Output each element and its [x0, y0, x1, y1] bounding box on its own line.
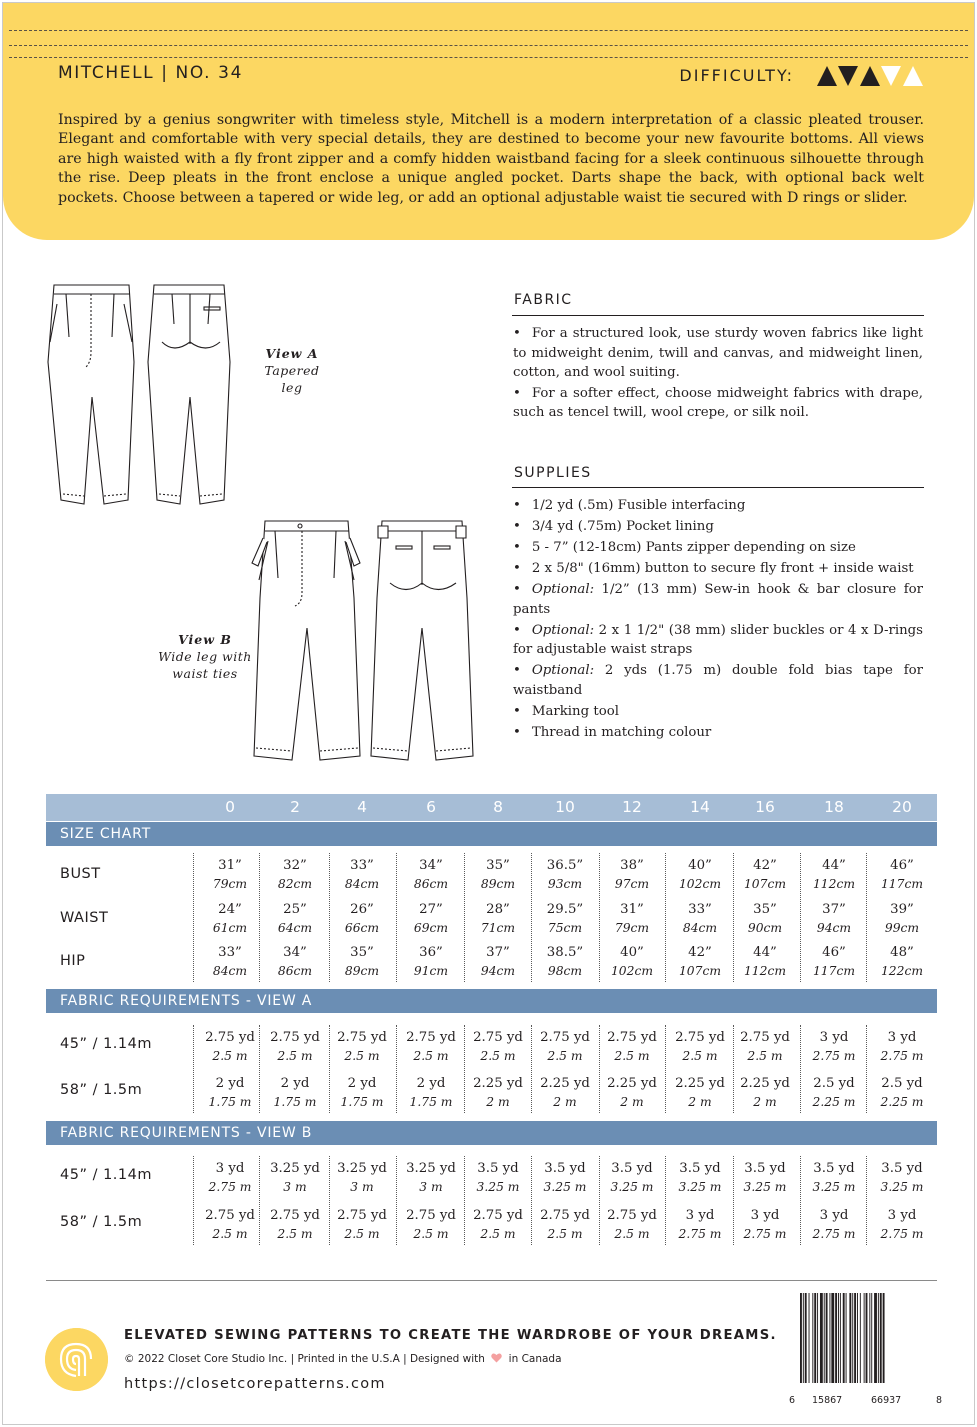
- difficulty-triangle-filled-icon: [860, 66, 880, 86]
- column-separator: [259, 1025, 260, 1113]
- table-cell: 2.75 yd 2.5 m: [675, 1030, 725, 1063]
- table-cell: 24” 61cm: [212, 902, 248, 935]
- column-separator: [800, 853, 801, 982]
- supplies-item: • 5 - 7” (12-18cm) Pants zipper depending on size: [513, 538, 923, 558]
- barcode-bar: [874, 1293, 877, 1383]
- column-separator: [800, 1025, 801, 1113]
- column-separator: [665, 1025, 666, 1113]
- table-cell: 2.75 yd 2.5 m: [406, 1030, 456, 1063]
- table-cell: 2.75 yd 2.5 m: [473, 1208, 523, 1241]
- table-cell: 3 yd 2.75 m: [880, 1208, 924, 1241]
- view-b-title: View B: [178, 632, 232, 647]
- view-b-description-line-1: Wide leg with: [158, 649, 252, 664]
- size-header-cell: 2: [290, 798, 300, 816]
- supplies-item: • 3/4 yd (.75m) Pocket lining: [513, 517, 923, 537]
- table-cell: 2 yd 1.75 m: [340, 1076, 384, 1109]
- barcode-digit: 66937: [871, 1395, 902, 1406]
- table-cell: 36” 91cm: [413, 945, 449, 978]
- table-cell: 2.5 yd 2.25 m: [812, 1076, 856, 1109]
- column-separator: [396, 853, 397, 982]
- column-separator: [665, 1156, 666, 1245]
- barcode-bar: [831, 1293, 834, 1383]
- table-cell: 44” 112cm: [743, 945, 787, 978]
- table-cell: 3.5 yd 3.25 m: [543, 1161, 587, 1194]
- column-separator: [193, 1156, 194, 1245]
- column-separator: [733, 1025, 734, 1113]
- barcode-bar: [857, 1293, 858, 1383]
- column-separator: [665, 853, 666, 982]
- table-cell: 26” 66cm: [344, 902, 380, 935]
- table-cell: 3.25 yd 3 m: [337, 1161, 387, 1194]
- column-separator: [329, 853, 330, 982]
- table-cell: 2.75 yd 2.5 m: [540, 1030, 590, 1063]
- row-label: 45” / 1.14m: [60, 1036, 152, 1052]
- column-separator: [464, 1025, 465, 1113]
- table-cell: 42” 107cm: [743, 858, 787, 891]
- view-b-description-line-2: waist ties: [172, 666, 238, 681]
- table-cell: 38” 97cm: [614, 858, 650, 891]
- table-cell: 42” 107cm: [678, 945, 722, 978]
- barcode-bar: [849, 1293, 851, 1383]
- barcode-bar: [880, 1293, 882, 1383]
- table-cell: 3 yd 2.75 m: [208, 1161, 252, 1194]
- table-cell: 33” 84cm: [212, 945, 248, 978]
- barcode-bar: [869, 1293, 870, 1383]
- barcode-bar: [860, 1293, 861, 1383]
- table-cell: 40” 102cm: [678, 858, 722, 891]
- table-cell: 33” 84cm: [344, 858, 380, 891]
- column-separator: [396, 1025, 397, 1113]
- barcode-digit: 8: [936, 1395, 943, 1406]
- table-cell: 2 yd 1.75 m: [208, 1076, 252, 1109]
- barcode-bar: [814, 1293, 816, 1383]
- barcode-bar: [800, 1293, 802, 1383]
- table-cell: 28” 71cm: [480, 902, 516, 935]
- table-cell: 44” 112cm: [812, 858, 856, 891]
- supplies-item: • Marking tool: [513, 702, 923, 722]
- table-cell: 2.25 yd 2 m: [740, 1076, 790, 1109]
- table-cell: 33” 84cm: [682, 902, 718, 935]
- table-cell: 3.25 yd 3 m: [406, 1161, 456, 1194]
- footer-copyright: © 2022 Closet Core Studio Inc. | Printed in the U.S.A | Designed with in Canada: [124, 1353, 562, 1365]
- column-separator: [599, 853, 600, 982]
- table-cell: 31” 79cm: [614, 902, 650, 935]
- table-cell: 3 yd 2.75 m: [812, 1030, 856, 1063]
- table-cell: 2.75 yd 2.5 m: [205, 1208, 255, 1241]
- table-cell: 34” 86cm: [277, 945, 313, 978]
- table-cell: 2.75 yd 2.5 m: [270, 1208, 320, 1241]
- table-cell: 2.25 yd 2 m: [675, 1076, 725, 1109]
- barcode: [798, 1293, 928, 1383]
- section-bar: FABRIC REQUIREMENTS - VIEW B: [46, 1121, 937, 1145]
- difficulty-label: DIFFICULTY:: [679, 66, 794, 85]
- barcode-bar: [803, 1293, 804, 1383]
- barcode-bar: [883, 1293, 885, 1383]
- barcode-digit: 15867: [812, 1395, 843, 1406]
- barcode-bar: [809, 1293, 810, 1383]
- supplies-item: • Optional: 1/2” (13 mm) Sew-in hook & bar closure for pants: [513, 580, 923, 619]
- table-cell: 3 yd 2.75 m: [880, 1030, 924, 1063]
- column-separator: [866, 853, 867, 982]
- table-cell: 3.5 yd 3.25 m: [743, 1161, 787, 1194]
- difficulty-triangle-filled-icon: [838, 66, 858, 86]
- table-cell: 2.75 yd 2.5 m: [406, 1208, 456, 1241]
- view-b-caption: [150, 631, 260, 682]
- supplies-item: • Optional: 2 x 1 1/2" (38 mm) slider buckles or 4 x D-rings for adjustable waist straps: [513, 621, 923, 660]
- supplies-item: • Optional: 2 yds (1.75 m) double fold bias tape for waistband: [513, 661, 923, 700]
- size-header-cell: 8: [493, 798, 503, 816]
- table-cell: 35” 89cm: [480, 858, 516, 891]
- size-header-cell: 0: [225, 798, 235, 816]
- footer-tagline: ELEVATED SEWING PATTERNS TO CREATE THE WARDROBE OF YOUR DREAMS.: [124, 1328, 777, 1343]
- difficulty-triangle-empty-icon: [903, 66, 923, 86]
- table-cell: 25” 64cm: [277, 902, 313, 935]
- table-cell: 46” 117cm: [880, 858, 924, 891]
- barcode-bar: [817, 1293, 818, 1383]
- difficulty-triangle-filled-icon: [817, 66, 837, 86]
- barcode-bar: [812, 1293, 813, 1383]
- size-header-cell: 14: [690, 798, 710, 816]
- column-separator: [464, 1156, 465, 1245]
- barcode-bar: [805, 1293, 807, 1383]
- table-cell: 35” 90cm: [747, 902, 783, 935]
- table-cell: 32” 82cm: [277, 858, 313, 891]
- column-separator: [464, 853, 465, 982]
- barcode-bar: [826, 1293, 828, 1383]
- fabric-item: • For a structured look, use sturdy woven fabrics like light to midweight denim, twill and canvas, and midweight linen, cotton, and wool suiting.: [513, 324, 923, 383]
- row-label: 58” / 1.5m: [60, 1082, 143, 1098]
- table-cell: 40” 102cm: [610, 945, 654, 978]
- row-label: BUST: [60, 866, 101, 882]
- dashed-line: [9, 57, 968, 58]
- closet-core-logo: [45, 1328, 108, 1391]
- table-cell: 3.5 yd 3.25 m: [678, 1161, 722, 1194]
- barcode-bar: [840, 1293, 841, 1383]
- barcode-bar: [864, 1293, 865, 1383]
- column-separator: [193, 853, 194, 982]
- column-separator: [866, 1156, 867, 1245]
- column-separator: [531, 1156, 532, 1245]
- table-cell: 2.75 yd 2.5 m: [337, 1208, 387, 1241]
- table-cell: 2 yd 1.75 m: [273, 1076, 317, 1109]
- difficulty-rating: [817, 66, 927, 86]
- table-cell: 3 yd 2.75 m: [678, 1208, 722, 1241]
- view-b-sketch: [250, 518, 480, 765]
- fabric-item: • For a softer effect, choose midweight fabrics with drape, such as tencel twill, wool crepe, or silk noil.: [513, 384, 923, 423]
- column-separator: [396, 1156, 397, 1245]
- table-cell: 34” 86cm: [413, 858, 449, 891]
- table-cell: 2.75 yd 2.5 m: [337, 1030, 387, 1063]
- table-cell: 3.5 yd 3.25 m: [610, 1161, 654, 1194]
- column-separator: [329, 1025, 330, 1113]
- table-cell: 2.75 yd 2.5 m: [607, 1208, 657, 1241]
- barcode-bar: [871, 1293, 872, 1383]
- table-cell: 2.75 yd 2.5 m: [473, 1030, 523, 1063]
- table-cell: 37” 94cm: [480, 945, 516, 978]
- table-cell: 3.5 yd 3.25 m: [476, 1161, 520, 1194]
- view-a-front-sketch: [44, 282, 244, 507]
- column-separator: [866, 1025, 867, 1113]
- view-a-description: Tapered leg: [264, 363, 320, 395]
- size-header-bar: [46, 794, 937, 821]
- supplies-list: [513, 496, 923, 744]
- table-cell: 29.5” 75cm: [546, 902, 584, 935]
- barcode-bar: [854, 1293, 856, 1383]
- table-cell: 27” 69cm: [413, 902, 449, 935]
- table-cell: 2.5 yd 2.25 m: [880, 1076, 924, 1109]
- table-cell: 3.25 yd 3 m: [270, 1161, 320, 1194]
- table-cell: 2.25 yd 2 m: [540, 1076, 590, 1109]
- section-bar: SIZE CHART: [46, 822, 937, 846]
- size-header-cell: 12: [622, 798, 642, 816]
- table-cell: 3 yd 2.75 m: [743, 1208, 787, 1241]
- size-header-cell: 20: [892, 798, 912, 816]
- barcode-bar: [829, 1293, 830, 1383]
- view-a-caption: [252, 345, 332, 396]
- table-cell: 2.25 yd 2 m: [607, 1076, 657, 1109]
- table-cell: 3.5 yd 3.25 m: [880, 1161, 924, 1194]
- supplies-item: • 1/2 yd (.5m) Fusible interfacing: [513, 496, 923, 516]
- size-header-cell: 16: [755, 798, 775, 816]
- size-header-cell: 10: [555, 798, 575, 816]
- view-a-title: View A: [265, 346, 319, 361]
- table-cell: 2.75 yd 2.5 m: [205, 1030, 255, 1063]
- size-header-cell: 4: [357, 798, 367, 816]
- size-header-cell: 18: [824, 798, 844, 816]
- column-separator: [531, 1025, 532, 1113]
- row-label: WAIST: [60, 910, 109, 926]
- table-cell: 38.5” 98cm: [546, 945, 584, 978]
- table-cell: 3.5 yd 3.25 m: [812, 1161, 856, 1194]
- section-bar: FABRIC REQUIREMENTS - VIEW A: [46, 989, 937, 1013]
- footer-url[interactable]: https://closetcorepatterns.com: [124, 1376, 386, 1392]
- row-label: 45” / 1.14m: [60, 1167, 152, 1183]
- fabric-rule: [512, 315, 924, 316]
- barcode-bar: [866, 1293, 868, 1383]
- column-separator: [329, 1156, 330, 1245]
- column-separator: [599, 1025, 600, 1113]
- fabric-list: [513, 324, 923, 424]
- column-separator: [531, 853, 532, 982]
- difficulty-triangle-empty-icon: [881, 66, 901, 86]
- pattern-title: MITCHELL | NO. 34: [58, 63, 243, 83]
- column-separator: [599, 1156, 600, 1245]
- table-cell: 2.75 yd 2.5 m: [740, 1030, 790, 1063]
- heart-icon: [491, 1353, 502, 1363]
- supplies-rule: [512, 487, 924, 488]
- table-cell: 35” 89cm: [344, 945, 380, 978]
- table-cell: 48” 122cm: [880, 945, 924, 978]
- barcode-digit: 6: [789, 1395, 796, 1406]
- table-cell: 2.25 yd 2 m: [473, 1076, 523, 1109]
- barcode-bar: [820, 1293, 823, 1383]
- footer-rule: [46, 1280, 937, 1281]
- row-label: 58” / 1.5m: [60, 1214, 143, 1230]
- table-cell: 3 yd 2.75 m: [812, 1208, 856, 1241]
- table-cell: 31” 79cm: [212, 858, 248, 891]
- table-cell: 46” 117cm: [812, 945, 856, 978]
- pattern-description: Inspired by a genius songwriter with timeless style, Mitchell is a modern interpretation of a classic pleated trouser. Elegant and comfortable with very special details, they are destined to become your new favourite bottoms. All views are high waisted with a fly front zipper and a comfy hidden waistband facing for a sleek continuous silhouette through the rise. Deep pleats in the front enclose a unique angled pocket. Darts shape the back, with optional back welt pockets. Choose between a tapered or wide leg, or add an optional adjustable waist tie secured with D rings or slider.: [58, 112, 924, 206]
- supplies-item: • Thread in matching colour: [513, 723, 923, 743]
- table-cell: 36.5” 93cm: [546, 858, 584, 891]
- column-separator: [800, 1156, 801, 1245]
- barcode-bar: [838, 1293, 839, 1383]
- fabric-heading: FABRIC: [514, 292, 573, 308]
- column-separator: [259, 853, 260, 982]
- table-cell: 2 yd 1.75 m: [409, 1076, 453, 1109]
- column-separator: [733, 853, 734, 982]
- column-separator: [193, 1025, 194, 1113]
- row-label: HIP: [60, 953, 86, 969]
- barcode-bar: [878, 1293, 879, 1383]
- table-cell: 37” 94cm: [816, 902, 852, 935]
- table-cell: 2.75 yd 2.5 m: [270, 1030, 320, 1063]
- barcode-bar: [852, 1293, 853, 1383]
- dashed-line: [9, 30, 968, 31]
- table-cell: 2.75 yd 2.5 m: [607, 1030, 657, 1063]
- column-separator: [259, 1156, 260, 1245]
- barcode-bar: [846, 1293, 847, 1383]
- supplies-item: • 2 x 5/8" (16mm) button to secure fly front + inside waist: [513, 559, 923, 579]
- size-header-cell: 6: [426, 798, 436, 816]
- column-separator: [733, 1156, 734, 1245]
- table-cell: 2.75 yd 2.5 m: [540, 1208, 590, 1241]
- barcode-bar: [824, 1293, 825, 1383]
- supplies-heading: SUPPLIES: [514, 465, 592, 481]
- barcode-bar: [835, 1293, 837, 1383]
- dashed-line: [9, 45, 968, 46]
- table-cell: 39” 99cm: [884, 902, 920, 935]
- barcode-bar: [843, 1293, 845, 1383]
